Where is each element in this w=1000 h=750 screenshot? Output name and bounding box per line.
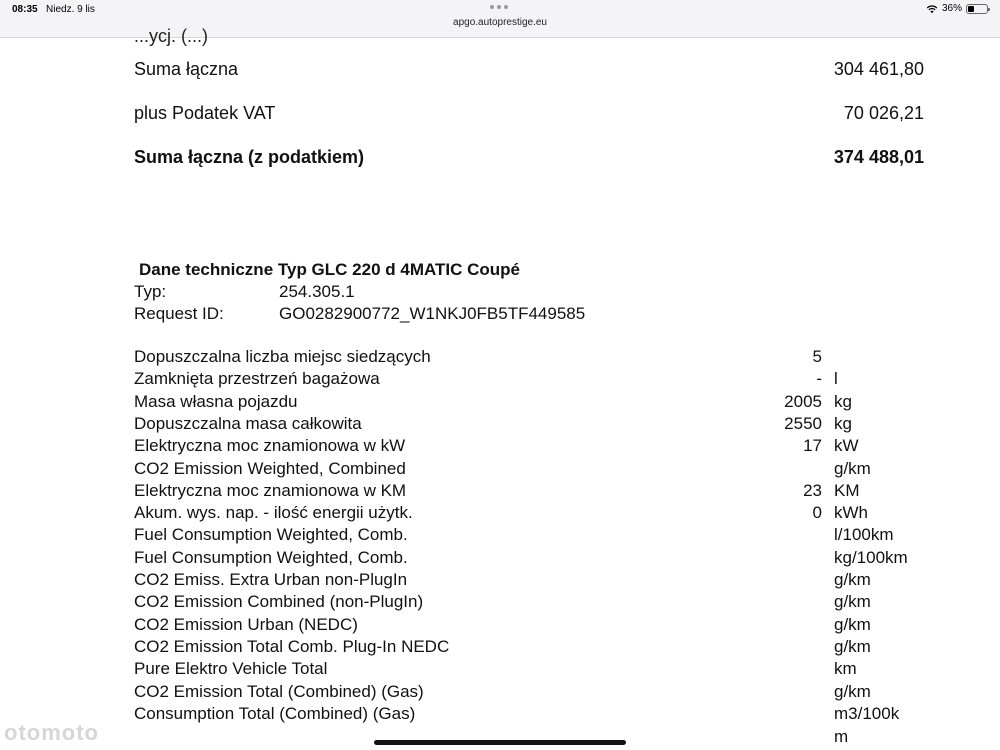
overflow-unit-row: [134, 727, 934, 749]
spec-name: Elektryczna moc znamionowa w KM: [134, 480, 407, 500]
spec-row: [134, 659, 934, 681]
spec-value: 17: [803, 436, 822, 456]
spec-name: Fuel Consumption Weighted, Comb.: [134, 547, 408, 567]
spec-row: [134, 436, 934, 458]
spec-unit: km: [834, 659, 857, 679]
wifi-icon: [926, 4, 938, 14]
type-value: 254.305.1: [279, 282, 355, 301]
url-bar[interactable]: apgo.autoprestige.eu: [453, 17, 547, 28]
spec-row: [134, 392, 934, 414]
spec-unit: KM: [834, 480, 860, 500]
spec-name: CO2 Emission Total Comb. Plug-In NEDC: [134, 636, 450, 656]
spec-unit: kg: [834, 413, 852, 433]
spec-row: [134, 570, 934, 592]
status-time: 08:35: [12, 4, 38, 15]
spec-name: Elektryczna moc znamionowa w kW: [134, 436, 406, 456]
spec-name: Akum. wys. nap. - ilość energii użytk.: [134, 503, 413, 523]
spec-row: [134, 459, 934, 481]
spec-value: 2550: [784, 413, 822, 433]
spec-unit: g/km: [834, 636, 871, 656]
spec-row: [134, 503, 934, 525]
spec-unit: kW: [834, 436, 859, 456]
request-id-label: Request ID:: [134, 304, 224, 323]
tech-data-title: Dane techniczne Typ GLC 220 d 4MATIC Coupé: [139, 260, 520, 279]
spec-unit: l: [834, 369, 838, 389]
sum-label: plus Podatek VAT: [134, 103, 276, 123]
spec-row: [134, 347, 934, 369]
spec-value: 2005: [784, 391, 822, 411]
battery-percent: 36%: [941, 3, 962, 14]
sum-value: 70 026,21: [843, 103, 924, 123]
spec-unit: g/km: [834, 458, 871, 478]
spec-row: [134, 414, 934, 436]
sum-label: Suma łączna: [134, 59, 239, 79]
spec-row: [134, 637, 934, 659]
spec-value: 0: [812, 503, 822, 523]
spec-row: [134, 525, 934, 547]
home-indicator[interactable]: [374, 740, 626, 745]
cut-off-line: ...ycj. (...): [134, 26, 208, 46]
spec-row: [134, 481, 934, 503]
spec-value: 23: [803, 480, 822, 500]
spec-row: [134, 704, 934, 726]
spec-name: Dopuszczalna liczba miejsc siedzących: [134, 347, 431, 366]
multitasking-dots-icon[interactable]: [490, 5, 508, 9]
spec-unit: g/km: [834, 681, 871, 701]
spec-value: -: [816, 369, 822, 389]
spec-row: [134, 615, 934, 637]
watermark-logo: otomoto: [4, 720, 99, 745]
spec-unit: m3/100k: [834, 703, 900, 723]
sum-value: 374 488,01: [833, 147, 924, 167]
sum-value: 304 461,80: [833, 59, 924, 79]
spec-unit: kWh: [834, 503, 868, 523]
spec-row: [134, 369, 934, 391]
spec-name: CO2 Emission Weighted, Combined: [134, 458, 406, 478]
spec-unit: g/km: [834, 570, 871, 589]
spec-row: [134, 592, 934, 614]
spec-name: CO2 Emission Total (Combined) (Gas): [134, 681, 424, 701]
sum-label: Suma łączna (z podatkiem): [134, 147, 365, 167]
spec-name: Pure Elektro Vehicle Total: [134, 659, 328, 679]
spec-name: CO2 Emiss. Extra Urban non-PlugIn: [134, 570, 408, 589]
type-label: Typ:: [134, 282, 167, 301]
spec-name: Consumption Total (Combined) (Gas): [134, 703, 416, 723]
status-indicators: [926, 3, 988, 14]
status-date: Niedz. 9 lis: [46, 4, 95, 15]
spec-unit: g/km: [834, 614, 871, 634]
spec-name: Zamknięta przestrzeń bagażowa: [134, 369, 380, 389]
spec-row: [134, 682, 934, 704]
battery-icon: [966, 4, 988, 14]
request-id-value: GO0282900772_W1NKJ0FB5TF449585: [279, 304, 586, 323]
spec-unit: kg/100km: [834, 547, 908, 567]
spec-unit: m: [834, 727, 849, 746]
spec-unit: g/km: [834, 592, 871, 612]
spec-name: Fuel Consumption Weighted, Comb.: [134, 525, 408, 545]
document-page: [22, 26, 978, 750]
spec-name: Dopuszczalna masa całkowita: [134, 413, 362, 433]
spec-name: Masa własna pojazdu: [134, 391, 298, 411]
spec-unit: l/100km: [834, 525, 894, 545]
spec-row: [134, 548, 934, 570]
spec-name: CO2 Emission Combined (non-PlugIn): [134, 592, 424, 612]
spec-value: 5: [812, 347, 822, 366]
spec-name: CO2 Emission Urban (NEDC): [134, 614, 358, 634]
spec-unit: kg: [834, 391, 852, 411]
